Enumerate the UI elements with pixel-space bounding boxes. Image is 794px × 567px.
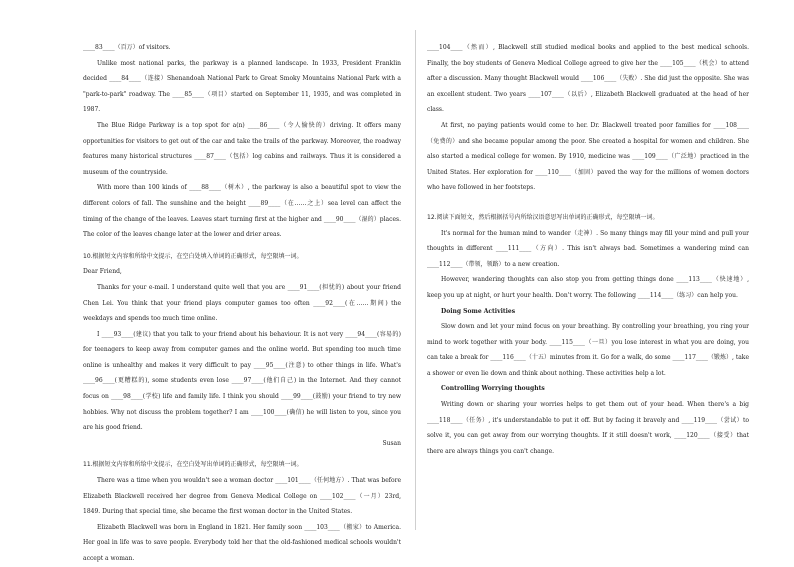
paragraph: The Blue Ridge Parkway is a top spot for a(n) ____86____（令人愉快的）driving. It offers many opportunities for visitors to get out of the car and take the trails of the parkway. Moreover, the roadway features many historical structures ____87____（包括）log cabins and railways. Thus it is considered a museum of the countryside. <box>83 121 401 176</box>
paragraph: Thanks for your e-mail. I understand quite well that you are ____91____(担忧的) about your friend Chen Lei. You think that your friend plays computer games too often ____92____(在……期间) the weekdays and spends too much time online. <box>83 283 401 323</box>
question-11-instruction: 11.根据短文内容和所给中文提示，在空白处写出单词的正确形式，每空限填一词。 <box>83 461 303 469</box>
paragraph: Writing down or sharing your worries helps to get them out of your head. When there's a big ____118____（任务）, it's understandable to put it off. But by facing it bravely and ____119____（尝试）to solve it, you can get away from our worrying thoughts. If it still doesn't work, ____120____（接受）that there are always things you can't change. <box>427 401 749 455</box>
question-12-instruction: 12.阅读下面短文，然后根据括号内所给汉语意思写出单词的正确形式，每空限填一词。 <box>427 213 659 221</box>
paragraph: Slow down and let your mind focus on your breathing. By controlling your breathing, you ring your mind to work together with your body. ____115____（一旦）you lose interest in what you are doing, you can take a break for ____116____（十五）minutes from it. Go for a walk, do some ____117____（锻炼）, take a shower or even lie down and think about nothing. These activities help a lot. <box>427 323 749 377</box>
paragraph: ____83____（百万）of visitors. <box>83 44 171 51</box>
paragraph: Elizabeth Blackwell was born in England in 1821. Her family soon ____103____（搬家）to America. Her goal in life was to save people. Everybody told her that the old-fashioned medical schools wouldn't accept a woman. <box>83 523 401 562</box>
left-column <box>83 40 401 567</box>
section-heading: Doing Some Activities <box>441 307 516 315</box>
paragraph: It's normal for the human mind to wander（走神）. So many things may fill your mind and pull your thoughts in different ____111____（方向）. This isn't always bad. Sometimes a wandering mind can ____112____（带领，领路）to a new creation. <box>427 229 749 268</box>
question-10-instruction: 10.根据短文内容和所给中文提示，在空白处填入单词的正确形式，每空限填一词。 <box>83 252 303 260</box>
paragraph: Unlike most national parks, the parkway is a planned landscape. In 1933, President Franklin decided ____84____（连接）Shenandoah National Park to Great Smoky Mountains National Park with a "park-to-park" roadway. The ____85____（项目）started on September 11, 1935, and was completed in 1987. <box>83 59 401 114</box>
right-column <box>427 40 749 459</box>
paragraph: With more than 100 kinds of ____88____（树木）, the parkway is also a beautiful spot to view the different colors of fall. The sunshine and the height ____89____（在……之上）sea level can affect the timing of the change of the leaves. Leaves start turning first at the higher and ____90____（湿的）places. The color of the leaves change later at the lower and drier areas. <box>83 184 401 239</box>
paragraph: ____104____（然而）, Blackwell still studied medical books and applied to the best medical schools. Finally, the boy students of Geneva Medical College agreed to give her the ____105____（机会）to attend after a discussion. Many thought Blackwell would ____106____（失败）. She did just the opposite. She was an excellent student. Two years ____107____（以后）, Elizabeth Blackwell graduated at the head of her class. <box>427 44 749 114</box>
paragraph: At first, no paying patients would come to her. Dr. Blackwell treated poor families for ____108____（免费的）and she became popular among the poor. She created a hospital for women and children. She also started a medical college for women. By 1910, medicine was ____109____（广泛地）practiced in the United States. Her exploration for ____110____（加固）paved the way for the millions of women doctors who have followed in her footsteps. <box>427 121 749 192</box>
signature: Susan <box>382 439 401 447</box>
salutation: Dear Friend, <box>83 268 122 276</box>
paragraph: There was a time when you wouldn't see a woman doctor ____101____（任何地方）. That was before Elizabeth Blackwell received her degree from Geneva Medical College on ____102____（一月）23rd, 1849. During that special time, she became the first woman doctor in the United States. <box>83 477 401 516</box>
section-heading: Controlling Worrying thoughts <box>441 385 545 393</box>
paragraph: However, wandering thoughts can also stop you from getting things done ____113____（快速地）, keep you up at night, or hurt your health. Don't worry. The following ____114____（练习）can help you. <box>427 276 749 299</box>
column-divider <box>415 30 416 530</box>
paragraph: I ____93____(建议) that you talk to your friend about his behaviour. It is not very ____94____(容易的) for teenagers to keep away from computer games and the online world. But spending too much time online is unhealthy and makes it very difficult to pay ____95____(注意) to other things in life. What's ____96____(更糟糕的), some students even lose ____97____(他们自己) in the Internet. And they cannot focus on ____98____(学校) life and family life. I think you should ____99____(鼓励) your friend to try new hobbies. Why not discuss the problem together? I am ____100____(确信) he will listen to you, since you are his good friend. <box>83 330 401 432</box>
